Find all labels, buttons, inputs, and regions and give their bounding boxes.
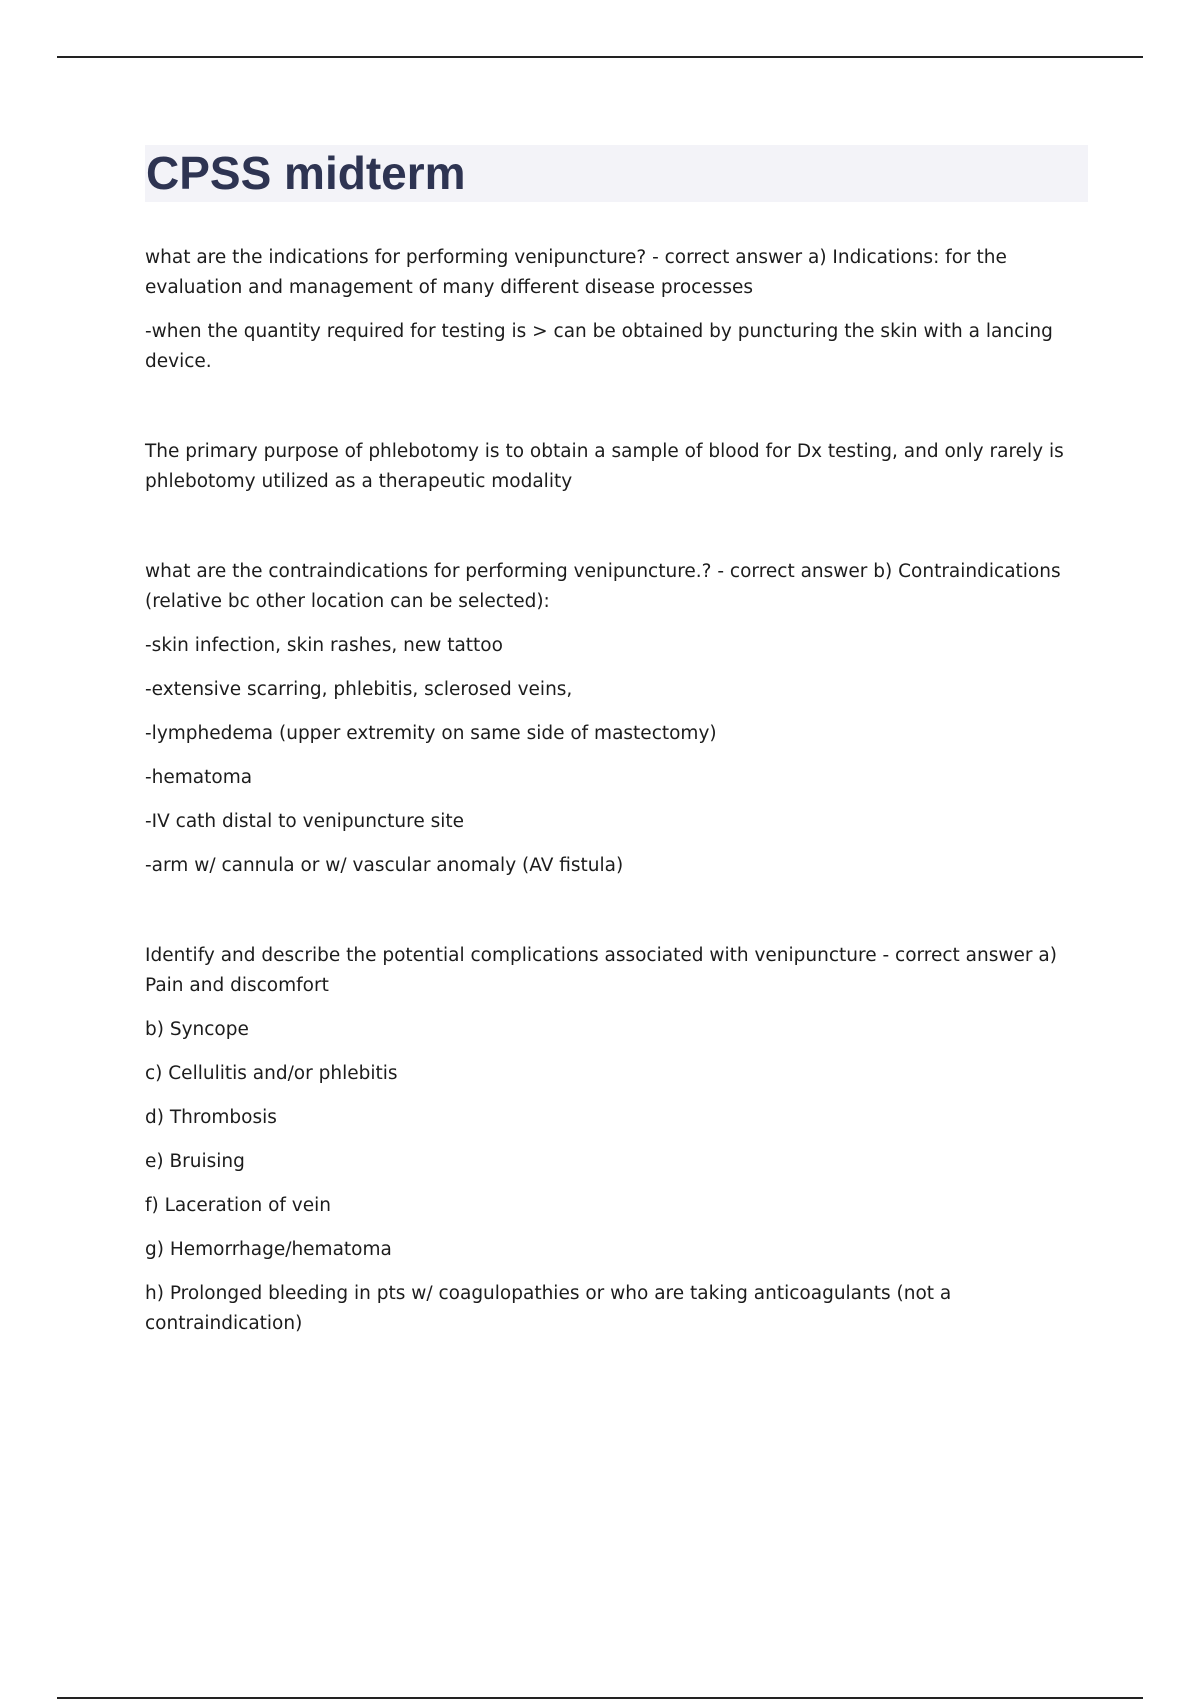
answer-line: -hematoma — [145, 767, 253, 788]
note-purpose: The primary purpose of phlebotomy is to obtain a sample of blood for Dx testing, and only rarely is phlebotomy utilized as a therapeutic modality — [145, 441, 1064, 492]
answer-line: f) Laceration of vein — [145, 1195, 331, 1216]
question-contraindications: what are the contraindications for performing venipuncture.? - correct answer b) Contraindications (relative bc other location can be selected): — [145, 561, 1061, 612]
answer-line: -when the quantity required for testing is > can be obtained by puncturing the skin with a lancing device. — [145, 321, 1053, 372]
qa-block-indications — [145, 243, 1091, 377]
document-body — [145, 243, 1091, 1339]
answer-line: h) Prolonged bleeding in pts w/ coagulopathies or who are taking anticoagulants (not a contraindication) — [145, 1283, 952, 1334]
qa-block-contraindications — [145, 557, 1091, 881]
note-block-purpose — [145, 437, 1091, 497]
answer-line: d) Thrombosis — [145, 1107, 277, 1128]
answer-line: g) Hemorrhage/hematoma — [145, 1239, 392, 1260]
question-complications: Identify and describe the potential complications associated with venipuncture - correct answer a) Pain and discomfort — [145, 945, 1057, 996]
bottom-rule — [57, 1697, 1143, 1699]
qa-block-complications — [145, 941, 1091, 1339]
answer-line: -IV cath distal to venipuncture site — [145, 811, 465, 832]
answer-line: b) Syncope — [145, 1019, 249, 1040]
question-indications: what are the indications for performing venipuncture? - correct answer a) Indications: for the evaluation and management of many different disease processes — [145, 247, 1007, 298]
page-title: CPSS midterm — [146, 147, 466, 199]
answer-line: -extensive scarring, phlebitis, sclerosed veins, — [145, 679, 573, 700]
answer-line: -skin infection, skin rashes, new tattoo — [145, 635, 503, 656]
top-rule — [57, 56, 1143, 58]
answer-line: -lymphedema (upper extremity on same side of mastectomy) — [145, 723, 717, 744]
answer-line: e) Bruising — [145, 1151, 245, 1172]
answer-line: c) Cellulitis and/or phlebitis — [145, 1063, 398, 1084]
answer-line: -arm w/ cannula or w/ vascular anomaly (AV fistula) — [145, 855, 624, 876]
